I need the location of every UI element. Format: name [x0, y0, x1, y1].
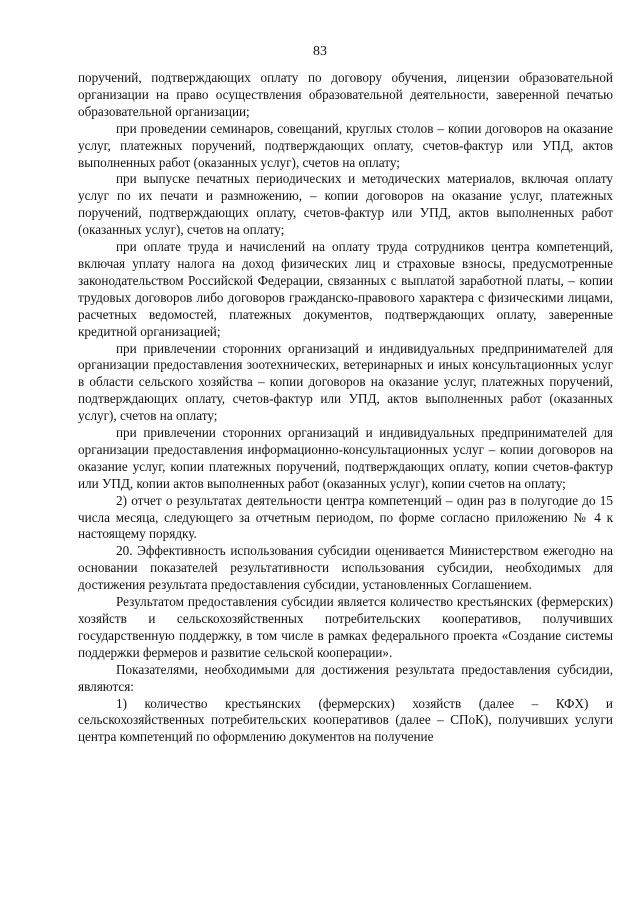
paragraph-report: 2) отчет о результатах деятельности центра компетенций – один раз в полугодие до 15 числа месяца, следующего за отчетным периодом, по форме согласно приложению № 4 к настоящему порядку. — [78, 492, 613, 542]
paragraph-contract-payment-docs: поручений, подтверждающих оплату по договору обучения, лицензии образовательной организации на право осуществления образовательной деятельности, заверенной печатью образовательной организации; — [78, 70, 613, 119]
paragraph-zootechnical-services: при привлечении сторонних организаций и индивидуальных предпринимателей для организации предоставления зоотехнических, ветеринарных и иных консультационных услуг в области сельского хозяйства – копии договоров на оказание услуг, платежных поручений, подтверждающих оплату, счетов-фактур или УПД, актов выполненных работ (оказанных услуг), счетов на оплату; — [78, 340, 613, 424]
paragraph-subsidy-effectiveness: 20. Эффективность использования субсидии оценивается Министерством ежегодно на основании показателей результативности использования субсидии, необходимых для достижения результата предоставления субсидии, установленных Соглашением. — [78, 543, 613, 593]
paragraph-printed-materials: при выпуске печатных периодических и методических материалов, включая оплату услуг по их печати и размножению, – копии договоров на оказание услуг, платежных поручений, подтверждающих оплату, счетов-фактур или УПД, актов выполненных работ (оказанных услуг), счетов на оплату; — [78, 171, 613, 238]
document-body — [78, 70, 613, 746]
page-number: 83 — [313, 44, 327, 59]
paragraph-seminars: при проведении семинаров, совещаний, круглых столов – копии договоров на оказание услуг, платежных поручений, подтверждающих оплату, счетов-фактур или УПД, актов выполненных работ (оказанных услуг), счетов на оплату; — [78, 120, 613, 170]
paragraph-indicators-intro: Показателями, необходимыми для достижения результата предоставления субсидии, являются: — [78, 661, 613, 694]
paragraph-staff-payment: при оплате труда и начислений на оплату труда сотрудников центра компетенций, включая уплату налога на доход физических лиц и страховые взносы, предусмотренные законодательством Российской Федерации, связанных с выплатой заработной платы, – копии трудовых договоров либо договоров гражданско-правового характера с физическими лицами, расчетных ведомостей, платежных документов, подтверждающих оплату, заверенные кредитной организацией; — [78, 239, 613, 339]
paragraph-subsidy-result: Результатом предоставления субсидии является количество крестьянских (фермерских) хозяйств и сельскохозяйственных потребительских кооперативов, получивших государственную поддержку, в том числе в рамках федерального проекта «Создание системы поддержки фермеров и развитие сельской кооперации». — [78, 594, 613, 660]
paragraph-information-services: при привлечении сторонних организаций и индивидуальных предпринимателей для организации предоставления информационно-консультационных услуг – копии договоров на оказание услуг, копии платежных поручений, подтверждающих оплату, копии счетов-фактур или УПД, копии актов выполненных работ (оказанных услуг), копии счетов на оплату; — [78, 425, 613, 491]
paragraph-indicator-1: 1) количество крестьянских (фермерских) хозяйств (далее – КФХ) и сельскохозяйственных потребительских кооперативов (далее – СПоК), получивших услуги центра компетенций по оформлению документов на получение — [78, 695, 613, 745]
